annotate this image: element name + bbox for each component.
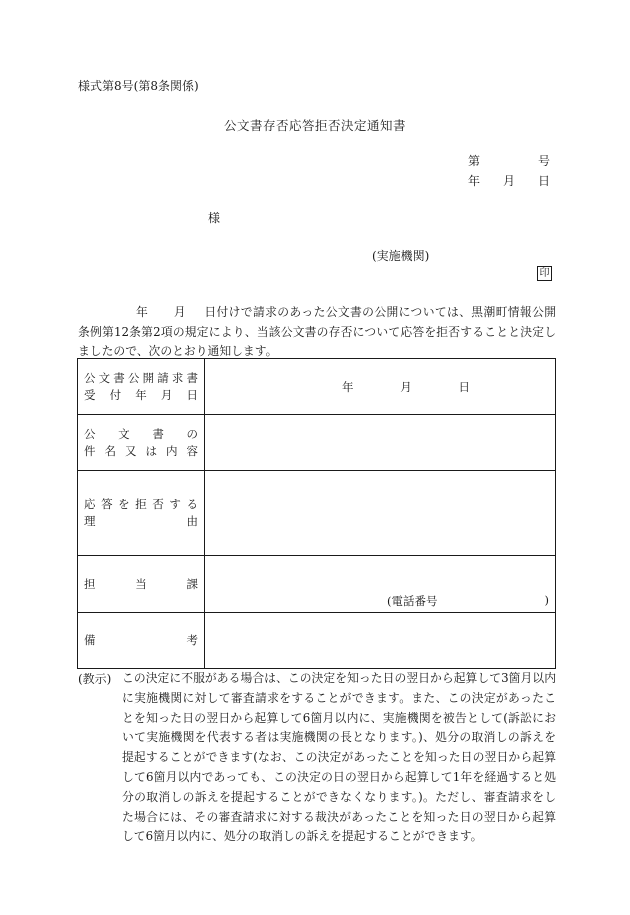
body-month: 月 xyxy=(173,305,186,319)
label-request-date xyxy=(78,359,205,415)
label-line xyxy=(84,513,198,530)
label-char: 年 xyxy=(135,387,147,402)
label-char: 求 xyxy=(171,370,184,385)
notification-body xyxy=(78,303,556,362)
value-department xyxy=(205,556,556,613)
document-number xyxy=(468,155,550,167)
document-date xyxy=(468,175,550,187)
label-char: を xyxy=(118,497,130,511)
document-date-year: 年 xyxy=(468,174,481,188)
label-char: 請 xyxy=(157,370,169,385)
document-title: 公文書存否応答拒否決定通知書 xyxy=(223,118,406,133)
label-char: 公 xyxy=(84,426,96,441)
value-year: 年 xyxy=(342,379,354,394)
label-char: 付 xyxy=(109,387,122,402)
label-char: 名 xyxy=(104,443,116,458)
label-char: 文 xyxy=(118,426,130,441)
label-char: る xyxy=(186,497,198,511)
value-month: 月 xyxy=(400,379,412,394)
label-char: は xyxy=(145,443,157,458)
table-row-request-date xyxy=(78,359,556,415)
table-row-remarks xyxy=(78,613,556,669)
label-char: す xyxy=(169,497,181,511)
body-year: 年 xyxy=(136,305,148,319)
label-char: 又 xyxy=(125,443,137,458)
phone-number xyxy=(387,593,549,609)
table-row-subject xyxy=(78,415,556,471)
document-date-month: 月 xyxy=(502,174,515,188)
label-char: 受 xyxy=(84,387,96,402)
label-char: 否 xyxy=(152,497,164,511)
label-department xyxy=(78,556,205,613)
label-line xyxy=(84,496,198,513)
notice-table xyxy=(77,358,556,669)
label-char: 公 xyxy=(127,370,140,385)
label-remarks xyxy=(78,613,205,669)
label-char: 開 xyxy=(142,370,155,385)
document-number-prefix: 第 xyxy=(468,154,481,168)
notice-text: この決定に不服がある場合は、この決定を知った日の翌日から起算して3箇月以内に実施機関に対して審査請求をすることができます。また、この決定があったことを知った日の翌日から起算して6箇月以内に、実施機関を被告として(訴訟において実施機関を代表する者は実施機関の長となります。)、処分の取消しの訴えを提起することができます(なお、この決定があったことを知った日の翌日から起算して6箇月以内であっても、この決定の日の翌日から起算して1年を経過すると処分の取消しの訴えを提起することができなくなります。)。ただし、審査請求をした場合には、その審査請求に対する裁決があったことを知った日の翌日から起算して6箇月以内に、処分の取消しの訴えを提起することができます。 xyxy=(122,671,556,844)
value-day: 日 xyxy=(458,379,470,394)
value-request-date xyxy=(205,359,556,415)
value-subject xyxy=(205,415,556,471)
label-char: 当 xyxy=(135,576,147,591)
label-line xyxy=(84,370,198,387)
label-char: の xyxy=(186,426,198,441)
table-row-reason xyxy=(78,471,556,556)
label-char: 理 xyxy=(84,514,96,528)
label-char: 文 xyxy=(98,370,111,385)
label-line xyxy=(84,426,198,443)
implementing-agency: (実施機関) xyxy=(372,249,430,263)
recipient-honorific: 様 xyxy=(208,211,221,225)
label-line xyxy=(84,387,198,404)
label-char: 課 xyxy=(186,576,198,591)
label-char: 書 xyxy=(113,370,125,385)
document-date-day: 日 xyxy=(537,174,550,188)
form-number: 様式第8号(第8条関係) xyxy=(78,79,199,93)
label-char: 応 xyxy=(84,497,96,511)
phone-label: (電話番号 xyxy=(387,594,438,608)
label-line xyxy=(84,576,198,593)
label-char: 答 xyxy=(101,497,113,511)
value-remarks xyxy=(205,613,556,669)
label-char: 考 xyxy=(186,633,198,647)
label-char: 内 xyxy=(166,443,178,458)
label-char: 件 xyxy=(84,443,96,458)
label-line xyxy=(84,632,198,649)
label-char: 容 xyxy=(186,443,198,458)
phone-close: ) xyxy=(544,593,549,607)
label-line xyxy=(84,443,198,460)
notice-label: (教示) xyxy=(78,672,112,686)
body-date-lead xyxy=(78,303,204,323)
label-char: 拒 xyxy=(135,497,147,511)
seal-mark: 印 xyxy=(537,266,552,281)
label-char: 備 xyxy=(84,633,96,647)
label-char: 担 xyxy=(84,576,96,591)
label-char: 書 xyxy=(152,426,164,441)
label-char: 日 xyxy=(186,387,198,402)
label-char: 由 xyxy=(186,514,198,528)
document-number-suffix: 号 xyxy=(537,154,550,168)
value-reason xyxy=(205,471,556,556)
label-char: 書 xyxy=(186,370,198,385)
label-reason xyxy=(78,471,205,556)
label-char: 月 xyxy=(160,387,173,402)
table-row-department xyxy=(78,556,556,613)
body-text: 日付けで請求のあった公文書の公開については、黒潮町情報公開条例第12条第2項の規定により、当該公文書の存否について応答を拒否することと決定しましたので、次のとおり通知します。 xyxy=(78,305,556,358)
label-char: 公 xyxy=(84,370,96,385)
label-subject xyxy=(78,415,205,471)
